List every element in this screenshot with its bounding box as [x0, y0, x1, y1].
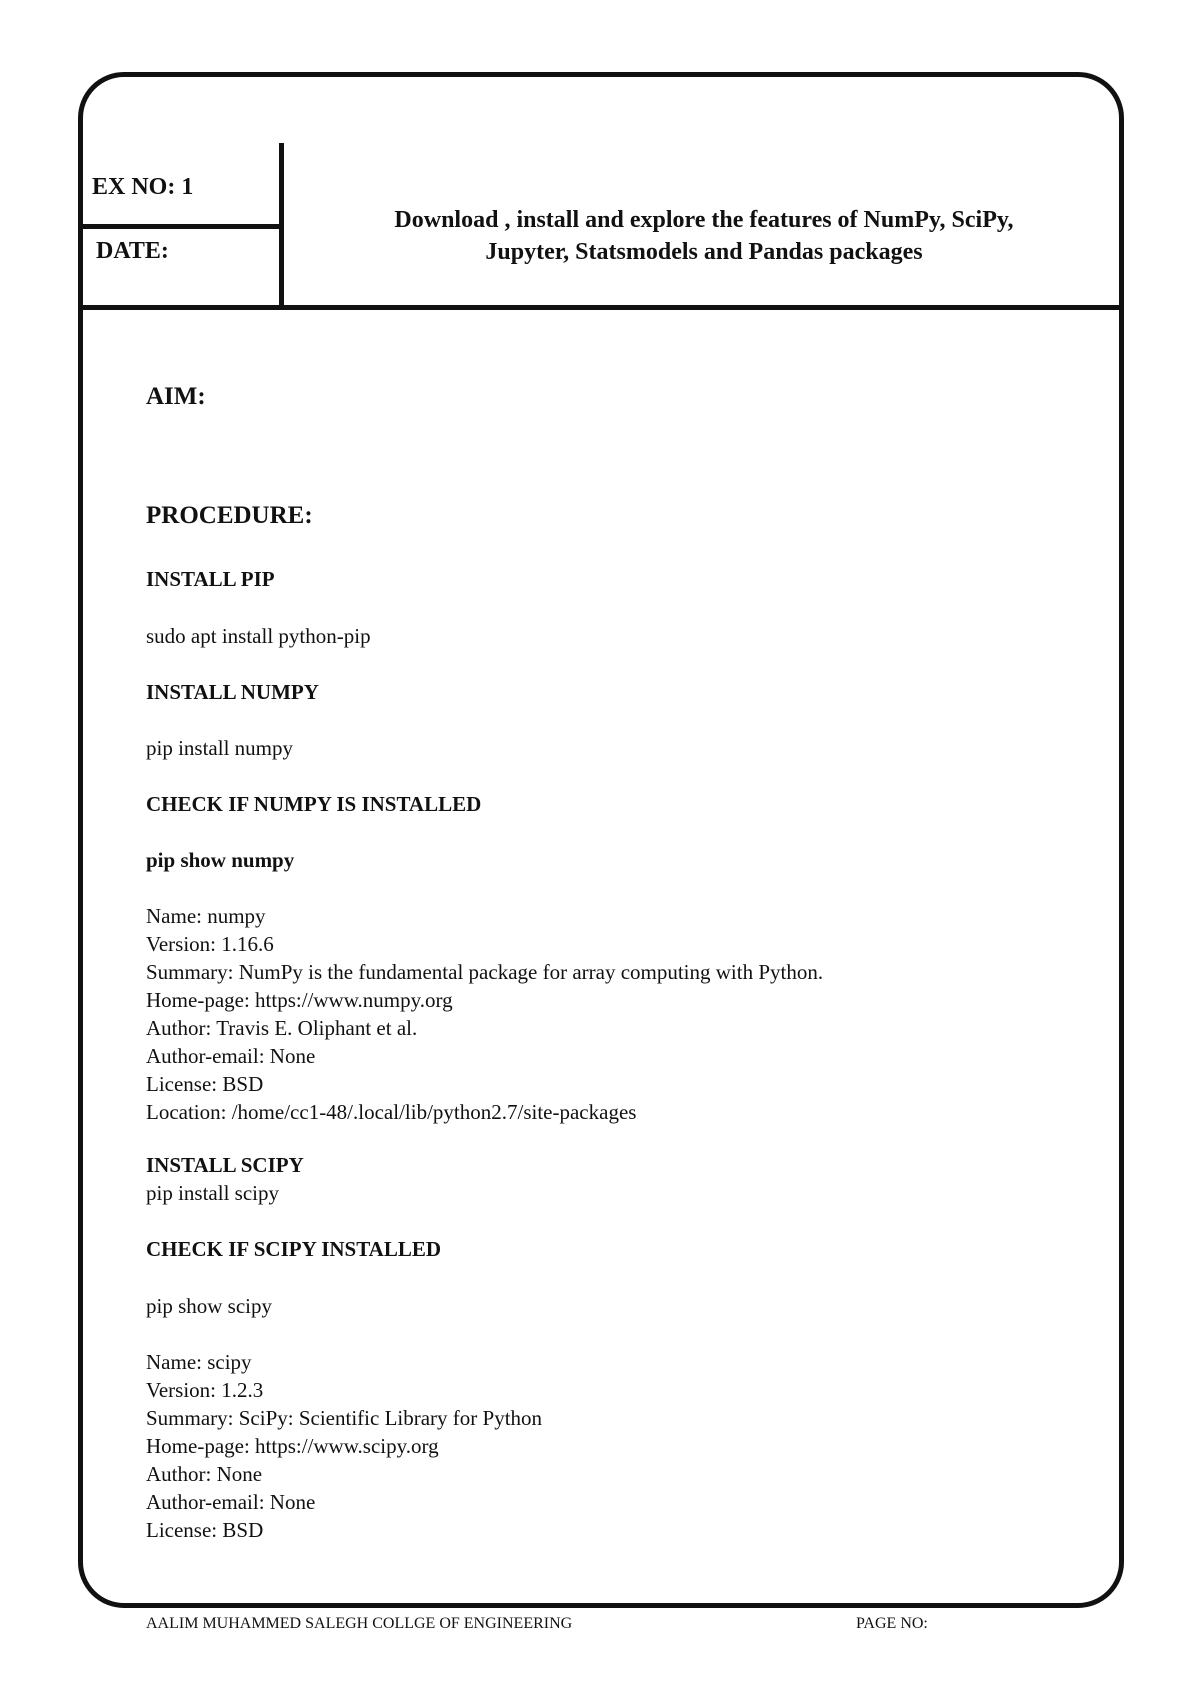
scipy-info-line: License: BSD	[146, 1518, 264, 1542]
scipy-info-line: Author: None	[146, 1462, 263, 1486]
install-scipy-heading: INSTALL SCIPY	[146, 1153, 304, 1177]
experiment-title	[300, 204, 1108, 268]
scipy-info-line: Author-email: None	[146, 1490, 316, 1514]
show-numpy-command: pip show numpy	[146, 848, 295, 872]
scipy-info-line: Home-page: https://www.scipy.org	[146, 1434, 439, 1458]
check-numpy-heading: CHECK IF NUMPY IS INSTALLED	[146, 792, 482, 816]
footer-college-name: AALIM MUHAMMED SALEGH COLLGE OF ENGINEERING	[146, 1615, 573, 1632]
date-label: DATE:	[96, 238, 169, 264]
numpy-info-line: Author: Travis E. Oliphant et al.	[146, 1016, 418, 1040]
install-scipy-command: pip install scipy	[146, 1181, 279, 1205]
install-pip-command: sudo apt install python-pip	[146, 624, 371, 648]
install-numpy-heading: INSTALL NUMPY	[146, 680, 319, 704]
install-numpy-command: pip install numpy	[146, 736, 293, 760]
header-bottom-divider	[80, 305, 1123, 310]
numpy-info-line: Home-page: https://www.numpy.org	[146, 988, 453, 1012]
scipy-info-line: Version: 1.2.3	[146, 1378, 264, 1402]
experiment-title-line-1: Download , install and explore the features of NumPy, SciPy,	[394, 207, 1014, 233]
aim-heading: AIM:	[146, 383, 206, 410]
check-scipy-heading: CHECK IF SCIPY INSTALLED	[146, 1237, 442, 1261]
scipy-info-line: Name: scipy	[146, 1350, 252, 1374]
numpy-info-line: Author-email: None	[146, 1044, 316, 1068]
show-scipy-command: pip show scipy	[146, 1294, 272, 1318]
experiment-title-line-2: Jupyter, Statsmodels and Pandas packages	[485, 239, 923, 265]
numpy-info-block	[146, 902, 823, 1126]
scipy-info-block	[146, 1348, 542, 1544]
ex-no-label: EX NO: 1	[92, 174, 194, 200]
numpy-info-line: Summary: NumPy is the fundamental package for array computing with Python.	[146, 960, 824, 984]
header-left-divider	[80, 224, 283, 229]
numpy-info-line: License: BSD	[146, 1072, 264, 1096]
footer-page-number: PAGE NO:	[856, 1615, 928, 1632]
numpy-info-line: Name: numpy	[146, 904, 266, 928]
numpy-info-line: Location: /home/cc1-48/.local/lib/python2.7/site-packages	[146, 1100, 637, 1124]
scipy-info-line: Summary: SciPy: Scientific Library for Python	[146, 1406, 543, 1430]
procedure-heading: PROCEDURE:	[146, 502, 313, 529]
numpy-info-line: Version: 1.16.6	[146, 932, 274, 956]
install-pip-heading: INSTALL PIP	[146, 567, 275, 591]
